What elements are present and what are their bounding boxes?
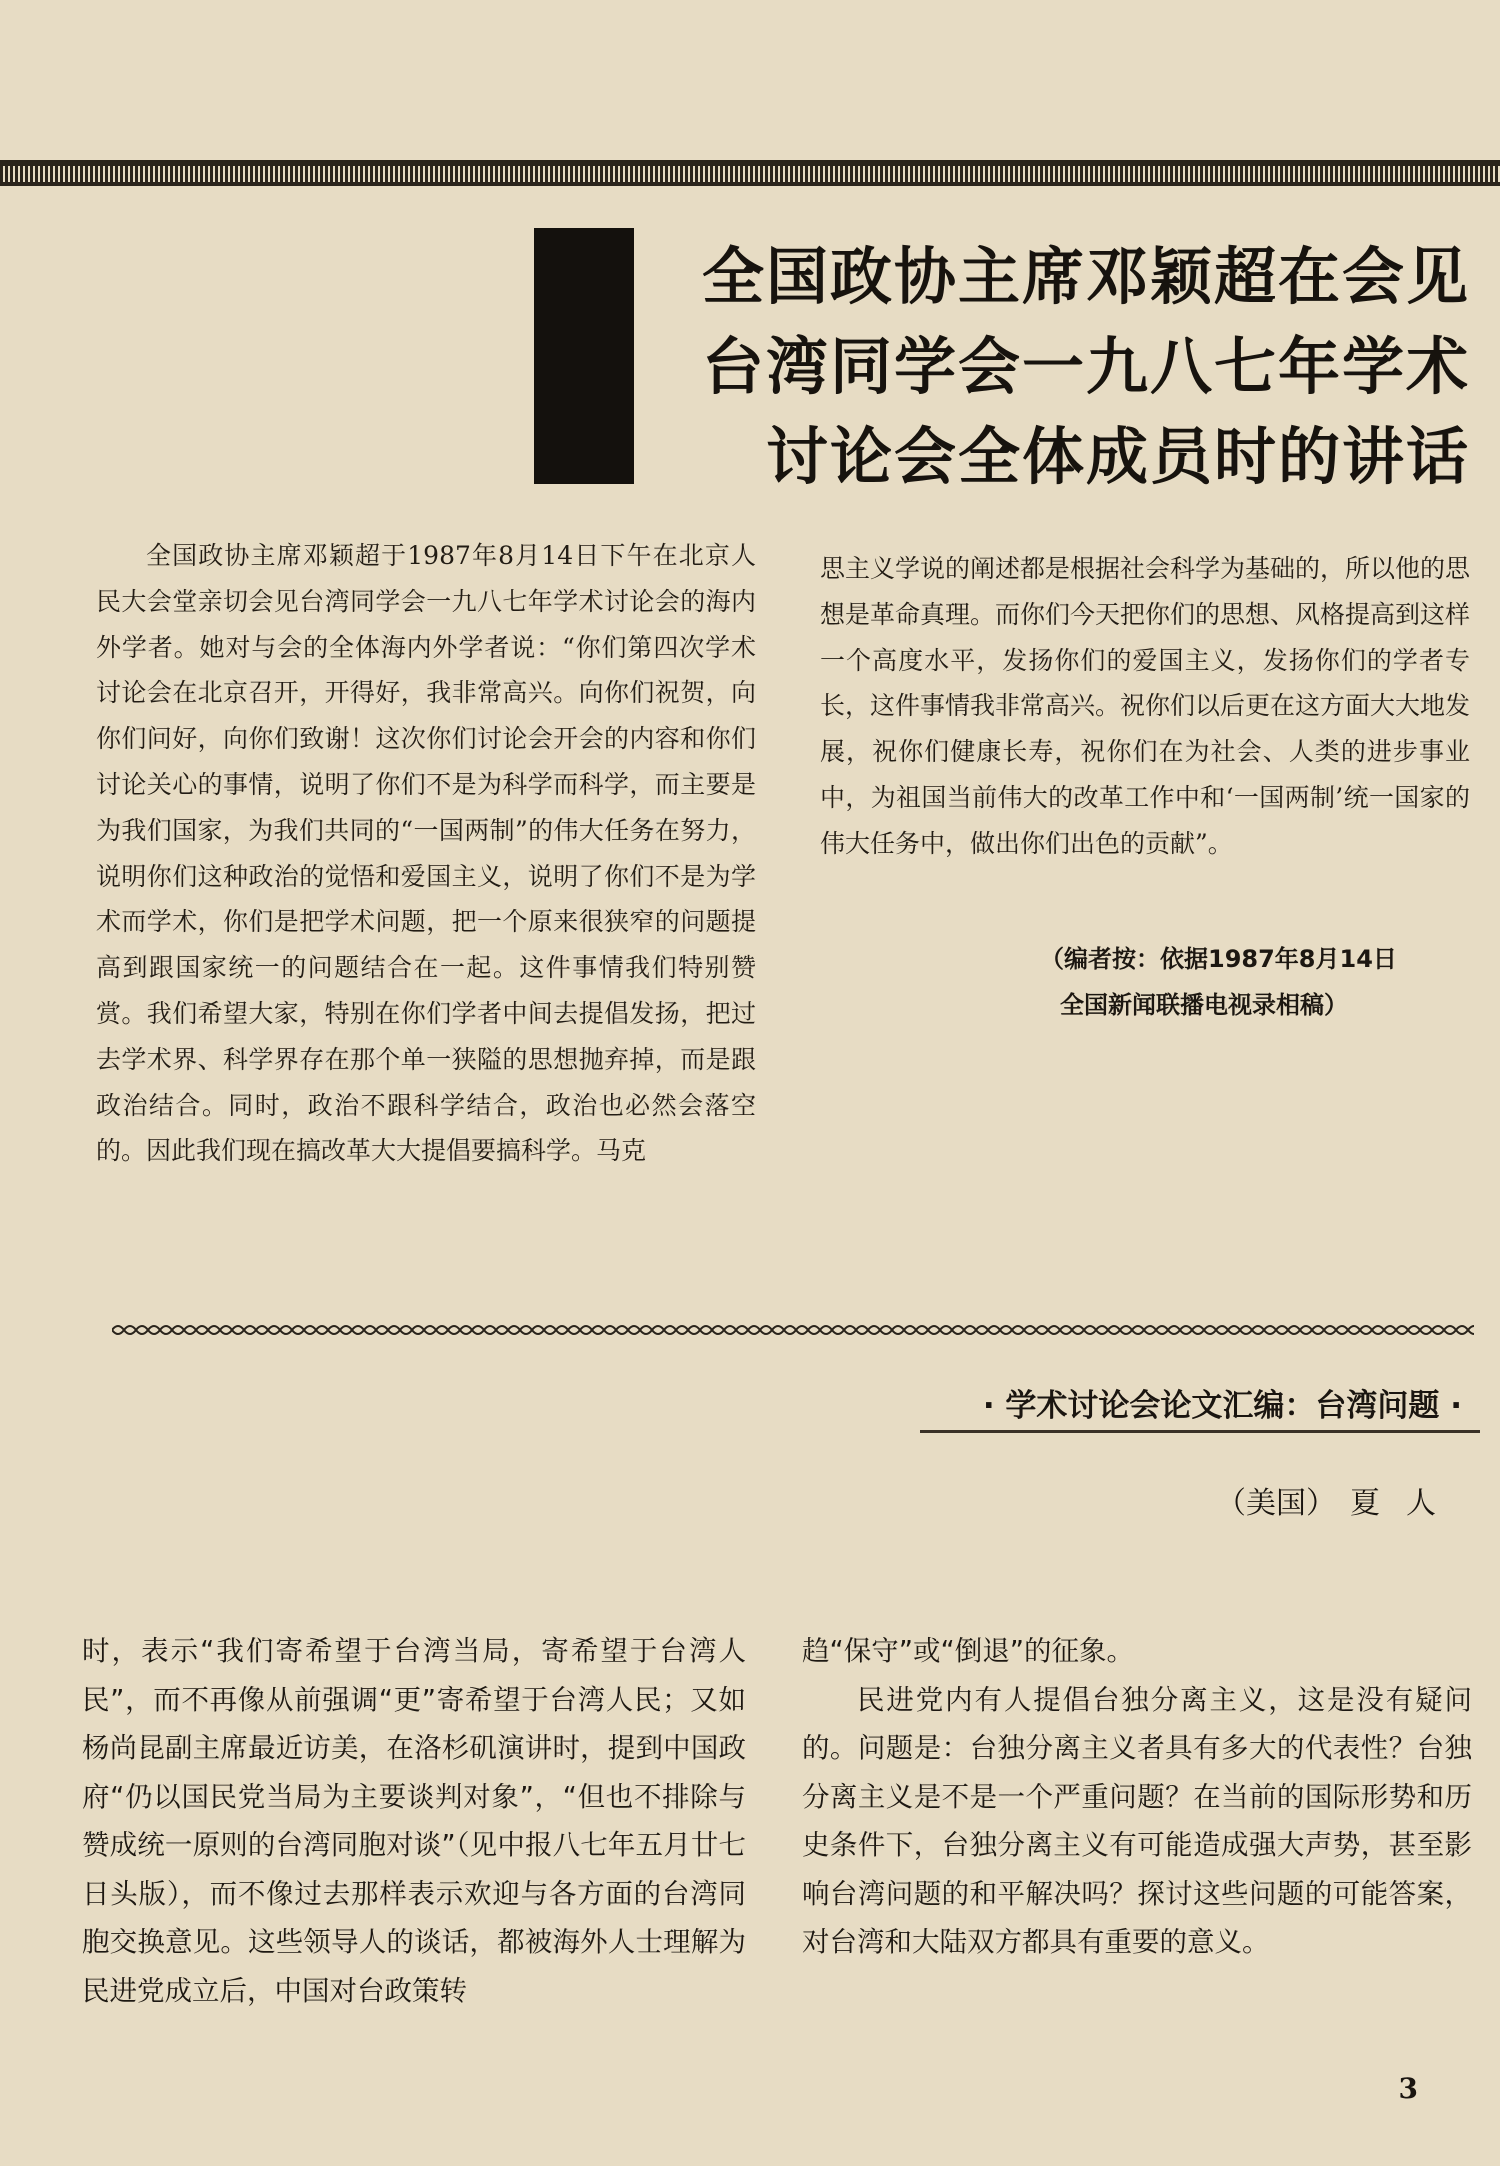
byline-country: （美国） <box>1216 1486 1336 1521</box>
second-article-paragraph-1: 趋“保守”或“倒退”的征象。 <box>802 1635 1134 1667</box>
wavy-divider <box>112 1320 1474 1340</box>
byline <box>1216 1478 1462 1522</box>
editor-note <box>1040 936 1480 1028</box>
title-line-1: 全国政协主席邓颖超在会见 <box>701 240 1470 313</box>
editor-note-line-1: （编者按：依据1987年8月14日 <box>1040 945 1397 973</box>
article-right-column: 思主义学说的阐述都是根据社会科学为基础的，所以他的思想是革命真理。而你们今天把你们的思想、风格提高到这样一个高度水平，发扬你们的爱国主义，发扬你们的学者专长，这件事情我非常高兴。祝你们以后更在这方面大大地发展，祝你们健康长寿，祝你们在为社会、人类的进步事业中，为祖国当前伟大的改革工作中和‘一国两制’统一国家的伟大任务中，做出你们出色的贡献”。 <box>820 554 1471 858</box>
series-title-underline <box>920 1430 1480 1433</box>
second-article-left-column: 时，表示“我们寄希望于台湾当局，寄希望于台湾人民”，而不再像从前强调“更”寄希望于台湾人民；又如杨尚昆副主席最近访美，在洛杉矶演讲时，提到中国政府“仍以国民党当局为主要谈判对象”，“但也不排除与赞成统一原则的台湾同胞对谈”（见中报八七年五月廿七日头版），而不像过去那样表示欢迎与各方面的台湾同胞交换意见。这些领导人的谈话，都被海外人士理解为民进党成立后，中国对台政策转 <box>82 1635 746 2007</box>
editor-note-line-2: 全国新闻联播电视录相稿） <box>1060 991 1348 1019</box>
series-title: · 学术讨论会论文汇编：台湾问题 · <box>982 1388 1462 1424</box>
article-title <box>610 232 1470 502</box>
page-number: 3 <box>1398 2072 1418 2105</box>
top-decorative-rule <box>0 160 1500 186</box>
title-line-2: 台湾同学会一九八七年学术 <box>701 330 1470 403</box>
byline-author: 夏人 <box>1350 1486 1462 1521</box>
second-article-paragraph-2: 民进党内有人提倡台独分离主义，这是没有疑问的。问题是：台独分离主义者具有多大的代表性？台独分离主义是不是一个严重问题？在当前的国际形势和历史条件下，台独分离主义有可能造成强大声势，甚至影响台湾问题的和平解决吗？探讨这些问题的可能答案，对台湾和大陆双方都具有重要的意义。 <box>802 1683 1472 1958</box>
article-left-column: 全国政协主席邓颖超于1987年8月14日下午在北京人民大会堂亲切会见台湾同学会一九八七年学术讨论会的海内外学者。她对与会的全体海内外学者说：“你们第四次学术讨论会在北京召开，开得好，我非常高兴。向你们祝贺，向你们问好，向你们致谢！这次你们讨论会开会的内容和你们讨论关心的事情，说明了你们不是为科学而科学，而主要是为我们国家，为我们共同的“一国两制”的伟大任务在努力，说明你们这种政治的觉悟和爱国主义，说明了你们不是为学术而学术，你们是把学术问题，把一个原来很狭窄的问题提高到跟国家统一的问题结合在一起。这件事情我们特别赞赏。我们希望大家，特别在你们学者中间去提倡发扬，把过去学术界、科学界存在那个单一狭隘的思想抛弃掉，而是跟政治结合。同时，政治不跟科学结合，政治也必然会落空的。因此我们现在搞改革大大提倡要搞科学。马克 <box>96 541 756 1166</box>
title-line-3: 讨论会全体成员时的讲话 <box>765 420 1470 493</box>
second-article-right-column <box>802 1627 1472 1967</box>
